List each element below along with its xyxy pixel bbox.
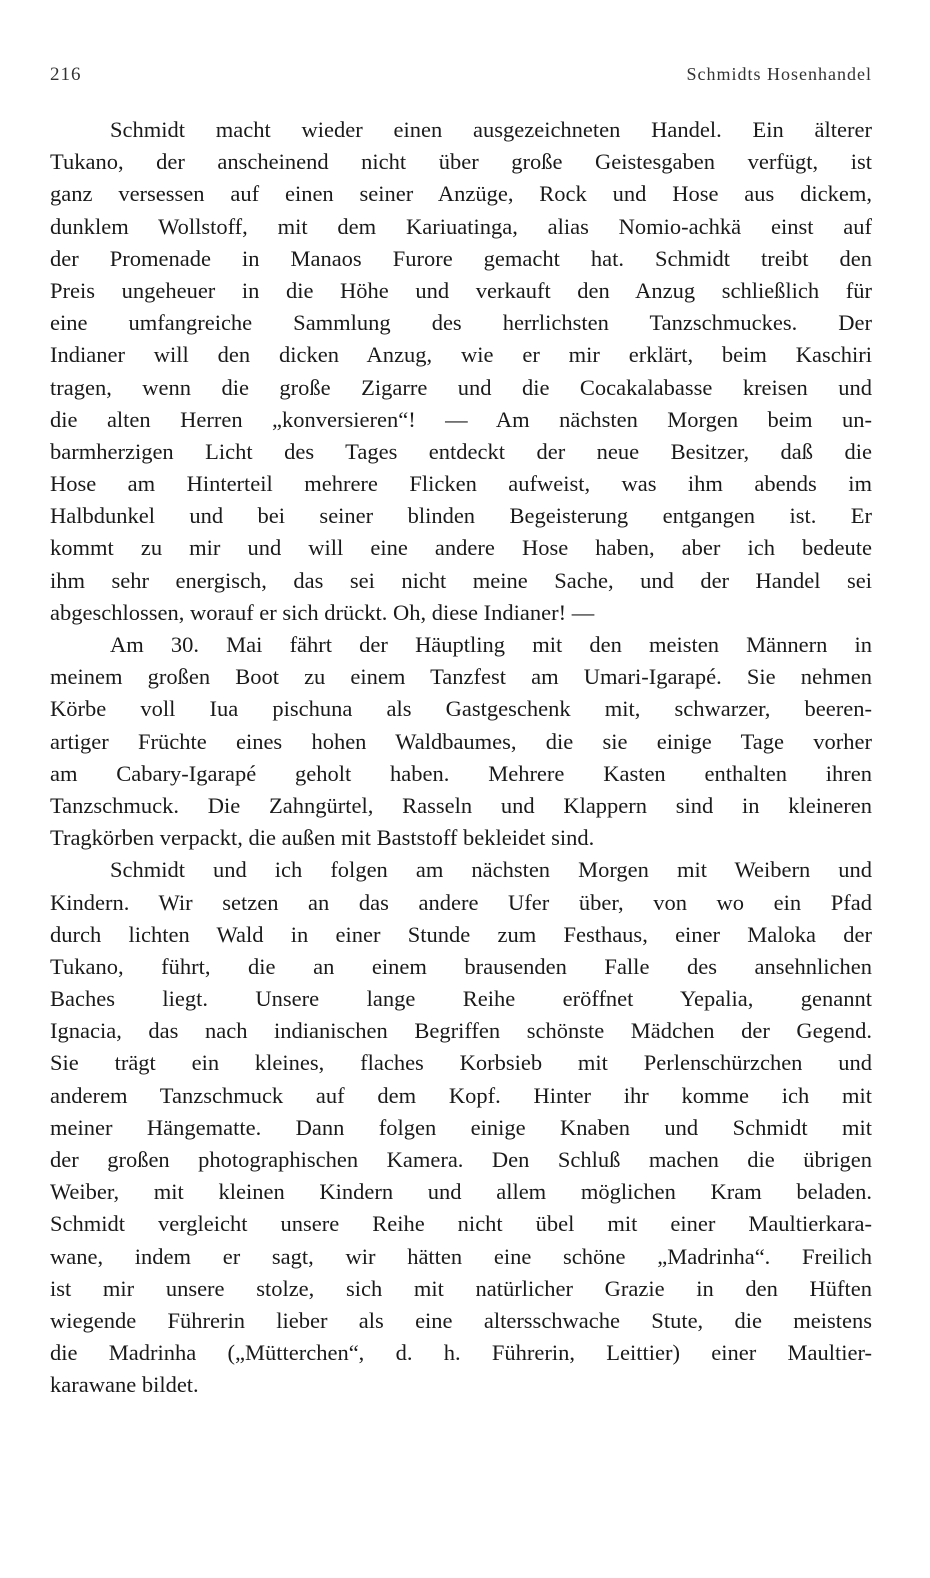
- text-line: Kindern. Wir setzen an das andere Ufer über, von wo ein Pfad: [50, 889, 872, 915]
- text-line: Indianer will den dicken Anzug, wie er mir erklärt, beim Kaschiri: [50, 342, 872, 368]
- text-line: durch lichten Wald in einer Stunde zum Festhaus, einer Maloka der: [50, 921, 872, 947]
- text-line: Schmidt macht wieder einen ausgezeichneten Handel. Ein älterer: [110, 117, 872, 142]
- text-line: ist mir unsere stolze, sich mit natürlicher Grazie in den Hüften: [50, 1275, 872, 1301]
- text-line: ganz versessen auf einen seiner Anzüge, Rock und Hose aus dickem,: [50, 181, 872, 207]
- text-line: ihm sehr energisch, das sei nicht meine Sache, und der Handel sei: [50, 567, 872, 593]
- text-line: kommt zu mir und will eine andere Hose haben, aber ich bedeute: [50, 535, 872, 561]
- text-line: Hose am Hinterteil mehrere Flicken aufweist, was ihm abends im: [50, 471, 872, 497]
- page-number: 216: [50, 64, 82, 85]
- text-line: Tragkörben verpackt, die außen mit Baststoff bekleidet sind.: [50, 825, 595, 851]
- text-line: am Cabary-Igarapé geholt haben. Mehrere Kasten enthalten ihren: [50, 760, 872, 786]
- text-line: Tukano, führt, die an einem brausenden Falle des ansehnlichen: [50, 953, 872, 979]
- text-line: der Promenade in Manaos Furore gemacht hat. Schmidt treibt den: [50, 245, 872, 271]
- text-line: artiger Früchte eines hohen Waldbaumes, die sie einige Tage vorher: [50, 728, 872, 754]
- text-line: Tukano, der anscheinend nicht über große Geistesgaben verfügt, ist: [50, 149, 872, 175]
- text-line: Baches liegt. Unsere lange Reihe eröffnet Yepalia, genannt: [50, 986, 872, 1012]
- text-line: wane, indem er sagt, wir hätten eine schöne „Madrinha“. Freilich: [50, 1243, 872, 1269]
- text-line: die alten Herren „konversieren“! — Am nächsten Morgen beim un-: [50, 406, 872, 432]
- text-line: wiegende Führerin lieber als eine altersschwache Stute, die meistens: [50, 1307, 872, 1333]
- text-line: Schmidt vergleicht unsere Reihe nicht übel mit einer Maultierkara-: [50, 1211, 872, 1237]
- body-text: [50, 114, 872, 1402]
- text-line: Am 30. Mai fährt der Häuptling mit den meisten Männern in: [110, 632, 872, 657]
- text-line: barmherzigen Licht des Tages entdeckt der neue Besitzer, daß die: [50, 438, 872, 464]
- text-line: eine umfangreiche Sammlung des herrlichsten Tanzschmuckes. Der: [50, 310, 872, 336]
- text-line: karawane bildet.: [50, 1372, 199, 1398]
- text-line: Halbdunkel und bei seiner blinden Begeisterung entgangen ist. Er: [50, 503, 872, 529]
- text-line: tragen, wenn die große Zigarre und die Cocakalabasse kreisen und: [50, 374, 872, 400]
- text-line: Weiber, mit kleinen Kindern und allem möglichen Kram beladen.: [50, 1179, 872, 1205]
- text-line: dunklem Wollstoff, mit dem Kariuatinga, alias Nomio-achkä einst auf: [50, 213, 872, 239]
- text-line: Körbe voll Iua pischuna als Gastgeschenk mit, schwarzer, beeren-: [50, 696, 872, 722]
- running-head: [50, 64, 872, 90]
- running-title: Schmidts Hosenhandel: [686, 64, 872, 84]
- text-line: Schmidt und ich folgen am nächsten Morgen mit Weibern und: [110, 857, 872, 883]
- text-line: Sie trägt ein kleines, flaches Korbsieb mit Perlenschürzchen und: [50, 1050, 872, 1076]
- text-line: abgeschlossen, worauf er sich drückt. Oh, diese Indianer! —: [50, 599, 595, 625]
- text-line: der großen photographischen Kamera. Den Schluß machen die übrigen: [50, 1147, 872, 1172]
- text-line: Ignacia, das nach indianischen Begriffen schönste Mädchen der Gegend.: [50, 1018, 872, 1044]
- text-line: anderem Tanzschmuck auf dem Kopf. Hinter ihr komme ich mit: [50, 1082, 872, 1108]
- text-line: die Madrinha („Mütterchen“, d. h. Führerin, Leittier) einer Maultier-: [50, 1340, 872, 1366]
- text-line: meinem großen Boot zu einem Tanzfest am Umari-Igarapé. Sie nehmen: [50, 664, 872, 690]
- text-line: meiner Hängematte. Dann folgen einige Knaben und Schmidt mit: [50, 1114, 872, 1140]
- text-line: Tanzschmuck. Die Zahngürtel, Rasseln und Klappern sind in kleineren: [50, 792, 872, 818]
- text-line: Preis ungeheuer in die Höhe und verkauft den Anzug schließlich für: [50, 277, 872, 303]
